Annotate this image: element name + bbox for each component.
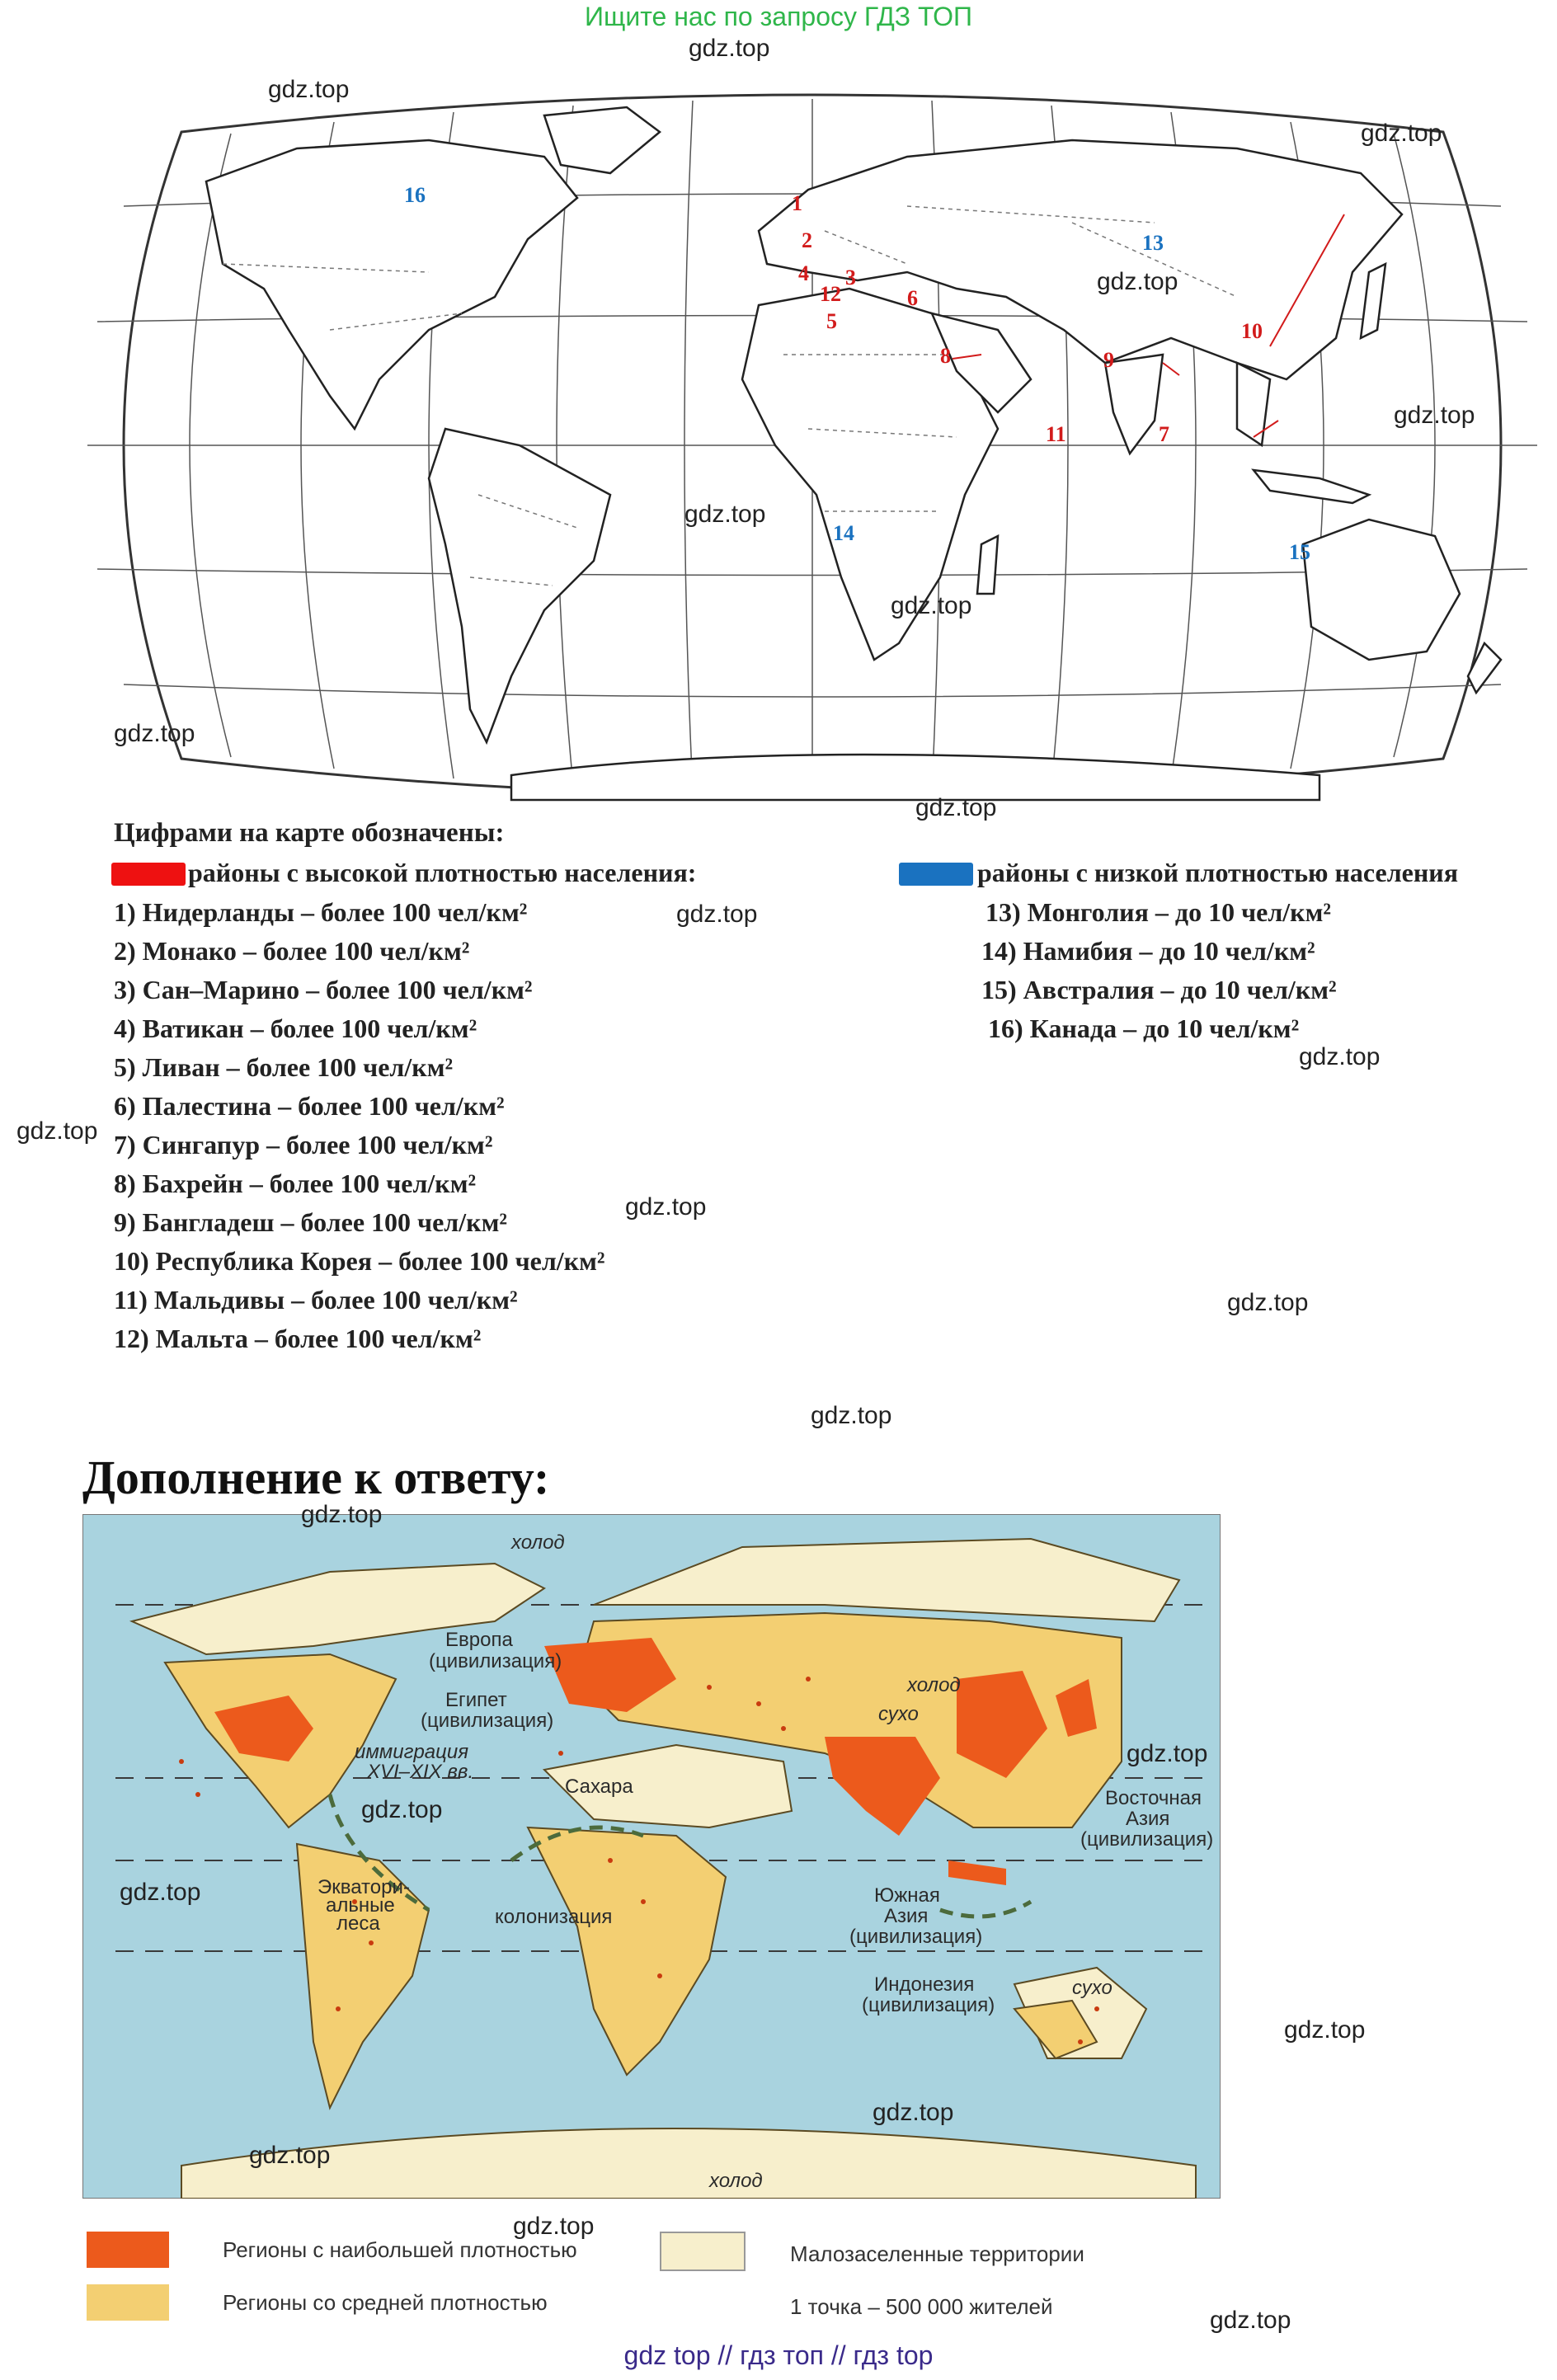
label-sahara: Сахара [565, 1776, 633, 1798]
label-dry-asia: сухо [878, 1703, 919, 1725]
label-equatorial-2: альные [326, 1894, 395, 1917]
legend-title: Цифрами на карте обозначены: [114, 818, 505, 848]
map-label-3: 3 [845, 266, 856, 289]
low-density-swatch [899, 863, 973, 886]
map-label-9: 9 [1103, 348, 1114, 372]
footer-links[interactable]: gdz top // гдз топ // гдз top [623, 2340, 934, 2370]
supplement-title: Дополнение к ответу: [82, 1451, 550, 1504]
high-item-4: 4) Ватикан – более 100 чел/км² [114, 1014, 477, 1043]
map-label-2: 2 [802, 228, 812, 252]
legend-sparse: Малозаселенные территории [790, 2241, 1084, 2266]
watermark: gdz.top [16, 1117, 98, 1145]
watermark: gdz.top [1097, 268, 1178, 295]
map-label-10: 10 [1241, 319, 1263, 343]
watermark: gdz.top [1284, 2016, 1366, 2044]
watermark: gdz.top [1299, 1043, 1381, 1070]
map-label-11: 11 [1046, 422, 1066, 446]
high-item-7: 7) Сингапур – более 100 чел/км² [114, 1130, 493, 1159]
low-item-16: 16) Канада – до 10 чел/км² [988, 1014, 1300, 1043]
watermark: gdz.top [891, 592, 972, 619]
legend-medium-swatch [87, 2284, 169, 2321]
low-density-heading: районы с низкой плотностью населения [977, 858, 1459, 887]
low-item-13: 13) Монголия – до 10 чел/км² [985, 897, 1331, 927]
high-item-2: 2) Монако – более 100 чел/км² [114, 936, 470, 966]
label-europe-sub: (цивилизация) [429, 1650, 562, 1672]
label-dry-australia: сухо [1072, 1977, 1112, 1999]
watermark: gdz.top [811, 1402, 892, 1429]
watermark: gdz.top [361, 1796, 443, 1823]
label-equatorial-3: леса [336, 1912, 380, 1935]
label-east-asia: Восточная [1105, 1787, 1202, 1809]
label-egypt: Египет [445, 1689, 507, 1711]
watermark: gdz.top [915, 794, 997, 821]
watermark: gdz.top [689, 35, 770, 62]
label-south-asia: Южная [874, 1884, 940, 1907]
map-label-8: 8 [940, 344, 951, 368]
label-equatorial-1: Экватори- [318, 1876, 410, 1898]
map-label-5: 5 [826, 309, 837, 333]
map-label-6: 6 [907, 286, 918, 310]
watermark: gdz.top [1361, 120, 1442, 147]
population-density-map [82, 1514, 1221, 2199]
label-south-asia-2: Азия [884, 1905, 929, 1927]
label-egypt-sub: (цивилизация) [421, 1710, 554, 1732]
map-label-14: 14 [833, 521, 854, 545]
watermark: gdz.top [1127, 1740, 1208, 1767]
label-cold-south: холод [709, 2170, 763, 2192]
watermark: gdz.top [249, 2142, 331, 2169]
label-indonesia-sub: (цивилизация) [862, 1994, 995, 2016]
label-cold-asia: холод [907, 1674, 961, 1696]
watermark: gdz.top [1227, 1289, 1309, 1316]
high-item-1: 1) Нидерланды – более 100 чел/км² [114, 897, 528, 927]
label-south-asia-sub: (цивилизация) [849, 1926, 983, 1948]
label-east-asia-sub: (цивилизация) [1080, 1828, 1214, 1851]
watermark: gdz.top [625, 1193, 707, 1221]
watermark: gdz.top [114, 720, 195, 747]
label-colonization: колонизация [495, 1906, 613, 1928]
map-label-13: 13 [1142, 231, 1164, 255]
map-label-12: 12 [820, 282, 841, 306]
high-item-3: 3) Сан–Марино – более 100 чел/км² [114, 975, 533, 1004]
high-density-swatch [111, 863, 186, 886]
label-cold-north: холод [511, 1531, 565, 1554]
watermark: gdz.top [676, 901, 758, 928]
map-label-16: 16 [404, 183, 426, 207]
watermark: gdz.top [684, 501, 766, 528]
map-label-1: 1 [792, 191, 802, 215]
label-immigration-sub: XVI–XIX вв. [367, 1761, 474, 1783]
high-item-10: 10) Республика Корея – более 100 чел/км² [114, 1246, 605, 1276]
top-banner[interactable]: Ищите нас по запросу ГДЗ ТОП [585, 2, 972, 31]
legend-dot: 1 точка – 500 000 жителей [790, 2294, 1053, 2319]
high-item-8: 8) Бахрейн – более 100 чел/км² [114, 1169, 477, 1198]
watermark: gdz.top [301, 1501, 383, 1528]
watermark: gdz.top [120, 1879, 201, 1906]
watermark: gdz.top [873, 2099, 954, 2126]
legend-highest-swatch [87, 2232, 169, 2268]
label-europe: Европа [445, 1629, 513, 1651]
high-item-6: 6) Палестина – более 100 чел/км² [114, 1091, 505, 1121]
label-immigration: иммиграция [355, 1741, 469, 1763]
high-item-9: 9) Бангладеш – более 100 чел/км² [114, 1207, 507, 1237]
map-label-15: 15 [1289, 540, 1310, 564]
high-item-5: 5) Ливан – более 100 чел/км² [114, 1052, 454, 1082]
low-item-15: 15) Австралия – до 10 чел/км² [981, 975, 1337, 1004]
watermark: gdz.top [1394, 402, 1475, 429]
map-label-7: 7 [1159, 422, 1169, 446]
watermark: gdz.top [513, 2213, 595, 2240]
map-label-4: 4 [798, 261, 809, 285]
low-item-14: 14) Намибия – до 10 чел/км² [981, 936, 1315, 966]
label-east-asia-2: Азия [1126, 1808, 1170, 1830]
high-item-11: 11) Мальдивы – более 100 чел/км² [114, 1285, 518, 1315]
legend-sparse-swatch [660, 2232, 746, 2271]
watermark: gdz.top [268, 76, 350, 103]
label-indonesia: Индонезия [874, 1973, 975, 1996]
watermark: gdz.top [1210, 2307, 1291, 2334]
high-item-12: 12) Мальта – более 100 чел/км² [114, 1324, 482, 1353]
madagascar [977, 536, 998, 594]
legend-medium: Регионы со средней плотностью [223, 2290, 548, 2315]
high-density-heading: районы с высокой плотностью населения: [188, 858, 697, 887]
legend-highest: Регионы с наибольшей плотностью [223, 2237, 577, 2262]
world-outline-map [82, 82, 1542, 808]
